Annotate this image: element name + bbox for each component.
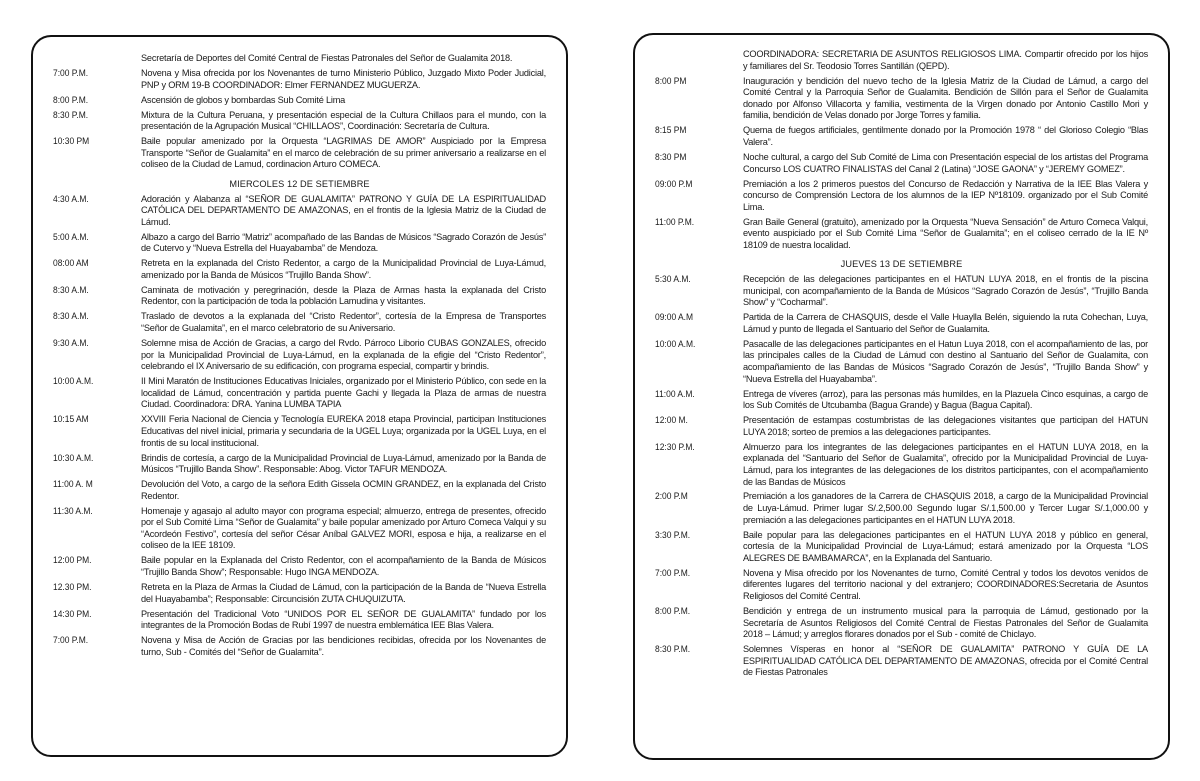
entry-description: Bendición y entrega de un instrumento musical para la parroquia de Lámud, gestionado por la Secretaría de Asuntos Religiosos del Comité Central de Fiestas Patronales del Señor de Gualamita 2018 – Lámud; y arreglos florares donados por el Sub - comité de Chiclayo.	[743, 606, 1148, 640]
schedule-entry	[53, 95, 546, 107]
schedule-entry	[53, 194, 546, 229]
entry-time: 8:30 PM	[655, 151, 687, 162]
entry-description: Retreta en la Plaza de Armas la Ciudad de Lámud, con la participación de la Banda de “Nueva Estrella del Huayabamba”; Responsable: Circuncisión ZUTA CHUQUIZUTA.	[141, 582, 546, 604]
entry-time: 8:15 PM	[655, 125, 687, 136]
entry-time: 10:00 A.M.	[53, 376, 94, 387]
entry-description: Albazo a cargo del Barrio “Matriz” acompañado de las Bandas de Músicos “Sagrado Corazón de Jesús” de Cutervo y “Nueva Estrella del Huayabamba” de Mendoza.	[141, 231, 546, 254]
entry-description: Novena y Misa ofrecido por los Novenantes de turno, Comité Central y todos los devotos venidos de diferentes lugares del territorio nacional y del extranjero; COORDINADORES:Secretaria de Asuntos Religiosos del Comité Central.	[743, 567, 1148, 602]
entry-description: Novena y Misa de Acción de Gracias por las bendiciones recibidas, ofrecida por los Novenantes de turno, Sub - Comités del “Señor de Gualamita”.	[141, 635, 546, 657]
schedule-entry	[655, 442, 1148, 488]
entry-description: Entrega de víveres (arroz), para las personas más humildes, en la Plazuela Cinco esquinas, a cargo de los Sub Comités de Utcubamba (Bagua Grande) y Bagua (Bagua Capital).	[743, 388, 1148, 411]
entry-description: Recepción de las delegaciones participantes en el HATUN LUYA 2018, en el frontis de la piscina municipal, con acompañamiento de la Banda de Músicos “Sagrado Corazón de Jesús”, “Trujillo Banda Show” y “Cocharmal”.	[743, 274, 1148, 308]
schedule-entry	[53, 582, 546, 605]
schedule-entry	[53, 232, 546, 255]
schedule-entry	[53, 136, 546, 171]
entry-time: 10:30 PM	[53, 136, 90, 147]
schedule-entry	[655, 217, 1148, 252]
entry-time: 10:30 A.M.	[53, 452, 94, 463]
day-heading-thursday: JUEVES 13 DE SETIEMBRE	[840, 259, 963, 270]
entry-time: 14:30 PM.	[53, 608, 92, 619]
entry-description: Noche cultural, a cargo del Sub Comité de Lima con Presentación especial de los artistas del Programa Concurso LOS CUATRO FINALISTAS del Canal 2 (Latina) “JOSE GAONA” y “JEREMY GOMEZ”.	[743, 151, 1148, 174]
schedule-entry	[655, 606, 1148, 641]
entry-description: Partida de la Carrera de CHASQUIS, desde el Valle Huaylla Belén, siguiendo la ruta Cohechan, Luya, Lámud y punto de llegada el Santuario del Señor de Gualamita.	[743, 312, 1148, 334]
entry-time: 4:30 A.M.	[53, 193, 89, 204]
entry-time: 3:30 P.M.	[655, 529, 691, 540]
entry-description: II Mini Maratón de Instituciones Educativas Iniciales, organizado por el Ministerio Público, con sede en la localidad de Lámud, concentración y partida puente Gachi y llegada la Plaza de armas de nuestra Ciudad. Coordinadora: DRA. Yanina LUMBA TAPIA	[141, 376, 546, 410]
entry-description: Presentación de estampas costumbristas de las delegaciones visitantes que participan del HATUN LUYA 2018; sorteo de premios a las delegaciones participantes.	[743, 415, 1148, 437]
entry-description: Pasacalle de las delegaciones participantes en el Hatun Luya 2018, con el acompañamiento de las, por las principales calles de la Ciudad de Lámud con destino al Santuario del Señor de Gualamita, con acompañamiento de las Bandas de Músicos “Sagrado Corazón de Jesús”, “Trujillo Banda Show” y “Nueva Estrella del Huayabamba”.	[743, 338, 1148, 384]
entry-description: Secretaría de Deportes del Comité Central de Fiestas Patronales del Señor de Gualamita 2018.	[141, 53, 513, 63]
entry-time: 09:00 P.M	[655, 178, 693, 189]
left-program-panel	[31, 35, 568, 757]
entry-description: Mixtura de la Cultura Peruana, y presentación especial de la Cultura Chillaos para el mundo, con la presentación de la Agrupación Musical “CHILLAOS”, Coordinación: Secretaría de Cultura.	[141, 109, 546, 132]
entry-description: Presentación del Tradicional Voto “UNIDOS POR EL SEÑOR DE GUALAMITA” fundado por los integrantes de la Promoción Bodas de Rubí 1997 de nuestra emblemática IEE Blas Valera.	[141, 608, 546, 631]
schedule-entry	[53, 311, 546, 334]
schedule-entry	[655, 530, 1148, 565]
entry-description: Solemne misa de Acción de Gracias, a cargo del Rvdo. Párroco Liborio CUBAS GONZALES, ofrecido por la Municipalidad Provincial de Luya-Lámud, en la explanada de la efigie del “Cristo Redentor”, celebrando el IX Aniversario de su edificación, con programa especial, compartir y brindis.	[141, 337, 546, 372]
schedule-entry	[53, 479, 546, 502]
entry-description: COORDINADORA: SECRETARIA DE ASUNTOS RELIGIOSOS LIMA. Compartir ofrecido por los hijos y familiares del Sr. Teodosio Torres Santillán (QEPD).	[743, 49, 1148, 71]
entry-time: 09:00 A.M	[655, 312, 694, 323]
entry-description: Retreta en la explanada del Cristo Redentor, a cargo de la Municipalidad Provincial de Luya-Lámud, amenizado por la Banda de Músicos “Trujillo Banda Show”.	[141, 258, 546, 280]
entry-description: Baile popular para las delegaciones participantes en el HATUN LUYA 2018 y público en general, cortesía de la Municipalidad Provincial de Luya-Lámud; estará amenizado por la Orquesta “LOS ALEGRES DE BAMBAMARCA”, en la Explanada del Santuario.	[743, 529, 1148, 563]
schedule-entry	[53, 635, 546, 658]
schedule-entry	[53, 53, 546, 65]
entry-time: 7:00 P.M.	[53, 67, 89, 78]
right-schedule-top	[655, 49, 1148, 251]
entry-time: 7:00 P.M.	[655, 567, 691, 578]
entry-description: Brindis de cortesía, a cargo de la Municipalidad Provincial de Luya-Lámud, amenizado por la Banda de Músicos “Trujillo Banda Show”. Responsable: Abog. Victor TAFUR MENDOZA.	[141, 452, 546, 475]
entry-time: 08:00 AM	[53, 258, 89, 269]
schedule-entry	[53, 110, 546, 133]
schedule-entry	[53, 453, 546, 476]
entry-time: 12.30 PM.	[53, 582, 92, 592]
entry-description: Almuerzo para los integrantes de las delegaciones participantes en el HATUN LUYA 2018, en la explanada del “Santuario del Señor de Gualamita”, ofrecido por la Municipalidad Provincial de Luya-Lámud, para los integrantes de las delegaciones de los distritos participantes, con el acompañamiento de las Bandas de Músicos	[743, 441, 1148, 487]
entry-time: 8:00 P.M.	[655, 606, 691, 616]
schedule-entry	[655, 644, 1148, 679]
schedule-entry	[655, 76, 1148, 122]
schedule-entry	[655, 568, 1148, 603]
schedule-entry	[655, 49, 1148, 72]
entry-time: 12:00 PM.	[53, 555, 92, 566]
schedule-entry	[655, 389, 1148, 412]
schedule-entry	[655, 491, 1148, 526]
entry-time: 8:30 A.M.	[53, 311, 89, 322]
right-program-panel	[633, 33, 1170, 760]
entry-time: 8:30 P.M.	[53, 109, 89, 120]
entry-description: Inauguración y bendición del nuevo techo de la Iglesia Matriz de la Ciudad de Lámud, a cargo del Comité Central y la Parroquia Señor de Gualamita. Bendición de Sillón para el Señor de Gualamita donado por Alfonso Villacorta y familia, vestimenta de la Virgen donado por Antonio Castillo Mori y familia, bendición de Velas donado por Jorge Torres y familia.	[743, 75, 1148, 121]
entry-time: 11:00 A.M.	[655, 388, 695, 399]
schedule-entry	[53, 285, 546, 308]
schedule-entry	[53, 414, 546, 449]
entry-time: 8:00 PM	[655, 75, 687, 86]
entry-time: 5:00 A.M.	[53, 231, 89, 242]
day-heading-wednesday: MIERCOLES 12 DE SETIEMBRE	[229, 178, 370, 189]
entry-description: Baile popular en la Explanada del Cristo Redentor, con el acompañamiento de la Banda de Músicos “Trujillo Banda Show”; Responsable: Hugo INGA MENDOZA.	[141, 555, 546, 578]
schedule-entry	[53, 338, 546, 373]
entry-time: 12:00 M.	[655, 415, 688, 426]
entry-time: 8:30 A.M.	[53, 284, 89, 295]
entry-description: Traslado de devotos a la explanada del “Cristo Redentor”, cortesía de la Empresa de Transportes “Señor de Gualamita”, en el marco celebratorio de su Aniversario.	[141, 311, 546, 333]
entry-description: Devolución del Voto, a cargo de la señora Edith Gissela OCMIN GRANDEZ, en la explanada del Cristo Redentor.	[141, 479, 546, 501]
schedule-entry	[53, 555, 546, 578]
entry-time: 8:00 P.M.	[53, 94, 89, 105]
schedule-entry	[655, 312, 1148, 335]
schedule-entry	[53, 68, 546, 91]
entry-description: Premiación a los ganadores de la Carrera de CHASQUIS 2018, a cargo de la Municipalidad Provincial de Luya-Lámud. Primer lugar S/.2,500.00 Segundo lugar S/.1,500.00 y Tercer Lugar S/.1,000.00 y premiación a las delegaciones participantes en el HATUN LUYA 2018.	[743, 491, 1148, 525]
right-schedule-thursday	[655, 274, 1148, 679]
entry-description: Solemnes Vísperas en honor al “SEÑOR DE GUALAMITA” PATRONO Y GUÍA DE LA ESPIRITUALIDAD CATÓLICA DEL DEPARTAMENTO DE AMAZONAS, ofrecida por el Comité Central de Fiestas Patronales	[743, 644, 1148, 678]
entry-time: 11:00 A. M	[53, 479, 93, 490]
entry-time: 12:30 P.M.	[655, 441, 695, 452]
entry-description: Premiación a los 2 primeros puestos del Concurso de Redacción y Narrativa de la IEE Blas Valera y concurso de Comprensión Lectora de los alumnos de la IEP Nº18109. organizado por el Sub Comité Lima.	[743, 178, 1148, 212]
schedule-entry	[655, 339, 1148, 385]
schedule-entry	[53, 258, 546, 281]
schedule-entry	[655, 415, 1148, 438]
entry-description: Adoración y Alabanza al “SEÑOR DE GUALAMITA” PATRONO Y GUÍA DE LA ESPIRITUALIDAD CATÓLICA DEL DEPARTAMENTO DE AMAZONAS, en el frontis de la Iglesia Matriz de la Ciudad de Lámud.	[141, 193, 546, 227]
entry-time: 8:30 P.M.	[655, 644, 691, 655]
entry-time: 2:00 P.M	[655, 491, 688, 502]
entry-description: Caminata de motivación y peregrinación, desde la Plaza de Armas hasta la explanada del Cristo Redentor, con la participación de toda la población Lamudina y visitantes.	[141, 284, 546, 307]
entry-time: 5:30 A.M.	[655, 274, 691, 285]
entry-time: 11:30 A.M.	[53, 505, 93, 516]
schedule-entry	[53, 506, 546, 552]
entry-description: XXVIII Feria Nacional de Ciencia y Tecnología EUREKA 2018 etapa Provincial, participan Instituciones Educativas del nivel inicial, primaria y secundaria de la UGEL Luya; organizada por la UGEL Luya, en el frontis de su local institucional.	[141, 414, 546, 448]
schedule-entry	[655, 152, 1148, 175]
entry-description: Homenaje y agasajo al adulto mayor con programa especial; almuerzo, entrega de presentes, ofrecido por el Sub Comité Lima “Señor de Gualamita” y baile popular amenizado por Arturo Comeca Valqui y su “Acordeón Festivo”, cortesía del señor César Aníbal GALVEZ MORI, esposa e hija, a realizarse en el coliseo de la IEE 18109.	[141, 505, 546, 551]
schedule-entry	[655, 125, 1148, 148]
entry-description: Gran Baile General (gratuito), amenizado por la Orquesta “Nueva Sensación” de Arturo Comeca Valqui, evento auspiciado por el Sub Comité Lima “Señor de Gualamita”; en el coliseo cerrado de la IE Nº 18109 de nuestra localidad.	[743, 216, 1148, 250]
schedule-entry	[655, 179, 1148, 214]
entry-description: Novena y Misa ofrecida por los Novenantes de turno Ministerio Público, Juzgado Mixto Poder Judicial, PNP y ORM 19-B COORDINADOR: Elmer FERNANDEZ MUGUERZA.	[141, 67, 546, 90]
entry-description: Baile popular amenizado por la Orquesta “LAGRIMAS DE AMOR” Auspiciado por la Empresa Transporte “Señor de Gualamita” en el marco de celebración de su primer aniversario a realizarse en el coliseo de la Ciudad de Lamud, cordinacion Arturo COMECA.	[141, 136, 546, 170]
schedule-entry	[53, 376, 546, 411]
entry-description: Quema de fuegos artificiales, gentilmente donado por la Promoción 1978 “ del Glorioso Colegio “Blas Valera”.	[743, 125, 1148, 147]
entry-time: 10:15 AM	[53, 414, 89, 425]
left-schedule-wednesday	[53, 194, 546, 659]
entry-time: 10:00 A.M.	[655, 338, 696, 349]
entry-time: 9:30 A.M.	[53, 337, 89, 348]
schedule-entry	[53, 609, 546, 632]
entry-description: Ascensión de globos y bombardas Sub Comité Lima	[141, 94, 346, 105]
schedule-entry	[655, 274, 1148, 309]
entry-time: 11:00 P.M.	[655, 216, 695, 227]
entry-time: 7:00 P.M.	[53, 635, 89, 646]
left-schedule-top	[53, 53, 546, 171]
